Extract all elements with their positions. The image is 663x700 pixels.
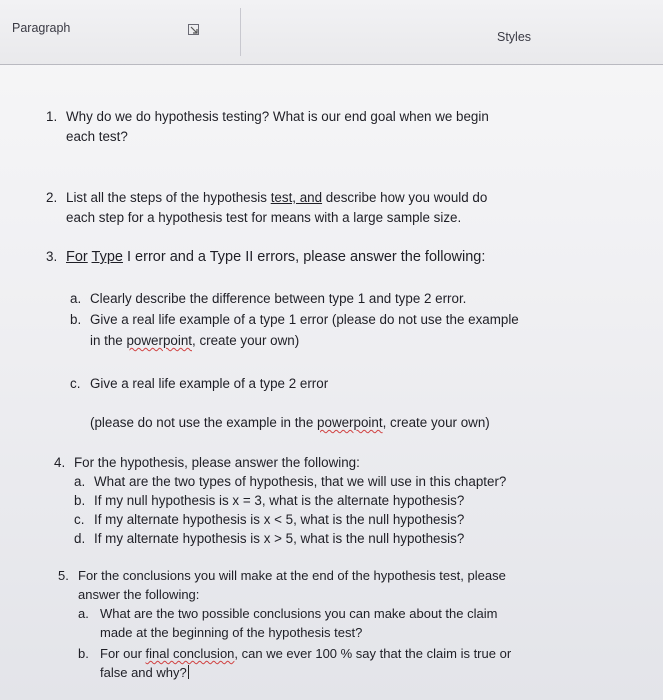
list-letter: b. bbox=[70, 312, 82, 327]
question-text: answer the following: bbox=[78, 587, 200, 602]
list-number: 5. bbox=[58, 568, 69, 583]
sub-question-text: What are the two possible conclusions you can make about the claim bbox=[100, 606, 498, 621]
note-text: (please do not use the example in the powerpoint, create your own) bbox=[90, 415, 490, 430]
question-text: List all the steps of the hypothesis test, and describe how you would do bbox=[66, 190, 488, 205]
sub-question-text: made at the beginning of the hypothesis test? bbox=[100, 625, 363, 640]
sub-question-text: What are the two types of hypothesis, that we will use in this chapter? bbox=[94, 474, 507, 489]
question-text: For the hypothesis, please answer the following: bbox=[74, 455, 360, 470]
dialog-launcher-icon[interactable] bbox=[188, 24, 199, 35]
list-letter: b. bbox=[74, 493, 86, 508]
document-page[interactable] bbox=[0, 65, 663, 700]
list-number: 4. bbox=[54, 455, 66, 470]
sub-question-text: For our final conclusion, can we ever 100 % say that the claim is true or bbox=[100, 646, 512, 661]
sub-question-text: in the powerpoint, create your own) bbox=[90, 333, 300, 348]
spelling-flag: powerpoint bbox=[317, 415, 383, 430]
sub-question-text: Give a real life example of a type 2 error bbox=[90, 376, 329, 391]
list-letter: c. bbox=[74, 512, 85, 527]
list-letter: b. bbox=[78, 646, 89, 661]
question-text: For Type I error and a Type II errors, please answer the following: bbox=[66, 249, 486, 265]
spelling-flag: final conclusion bbox=[145, 646, 235, 661]
list-letter: c. bbox=[70, 376, 81, 391]
sub-question-text: Give a real life example of a type 1 error (please do not use the example bbox=[90, 312, 519, 327]
list-number: 2. bbox=[46, 190, 58, 205]
question-text: each test? bbox=[66, 129, 128, 144]
question-text: each step for a hypothesis test for means with a large sample size. bbox=[66, 210, 462, 225]
spelling-flag: For bbox=[66, 249, 88, 265]
sub-question-text: If my alternate hypothesis is x > 5, what is the null hypothesis? bbox=[94, 531, 465, 546]
list-number: 1. bbox=[46, 109, 58, 124]
list-letter: a. bbox=[78, 606, 89, 621]
spelling-flag: Type bbox=[91, 249, 123, 265]
text-cursor bbox=[188, 665, 189, 679]
list-letter: a. bbox=[70, 291, 82, 306]
ribbon bbox=[0, 0, 663, 65]
list-letter: d. bbox=[74, 531, 86, 546]
spelling-flag: powerpoint bbox=[126, 333, 192, 348]
paragraph-group-label: Paragraph bbox=[12, 21, 71, 35]
question-text: Why do we do hypothesis testing? What is our end goal when we begin bbox=[66, 109, 489, 124]
ribbon-divider bbox=[240, 8, 241, 56]
grammar-flag: test, and bbox=[270, 190, 323, 205]
sub-question-text: If my null hypothesis is x = 3, what is the alternate hypothesis? bbox=[94, 493, 465, 508]
list-letter: a. bbox=[74, 474, 86, 489]
sub-question-text: Clearly describe the difference between type 1 and type 2 error. bbox=[90, 291, 467, 306]
sub-question-text: If my alternate hypothesis is x < 5, what is the null hypothesis? bbox=[94, 512, 465, 527]
styles-group-label: Styles bbox=[497, 30, 532, 44]
list-number: 3. bbox=[46, 249, 58, 264]
question-text: For the conclusions you will make at the end of the hypothesis test, please bbox=[78, 568, 506, 583]
sub-question-text: false and why? bbox=[100, 665, 187, 680]
